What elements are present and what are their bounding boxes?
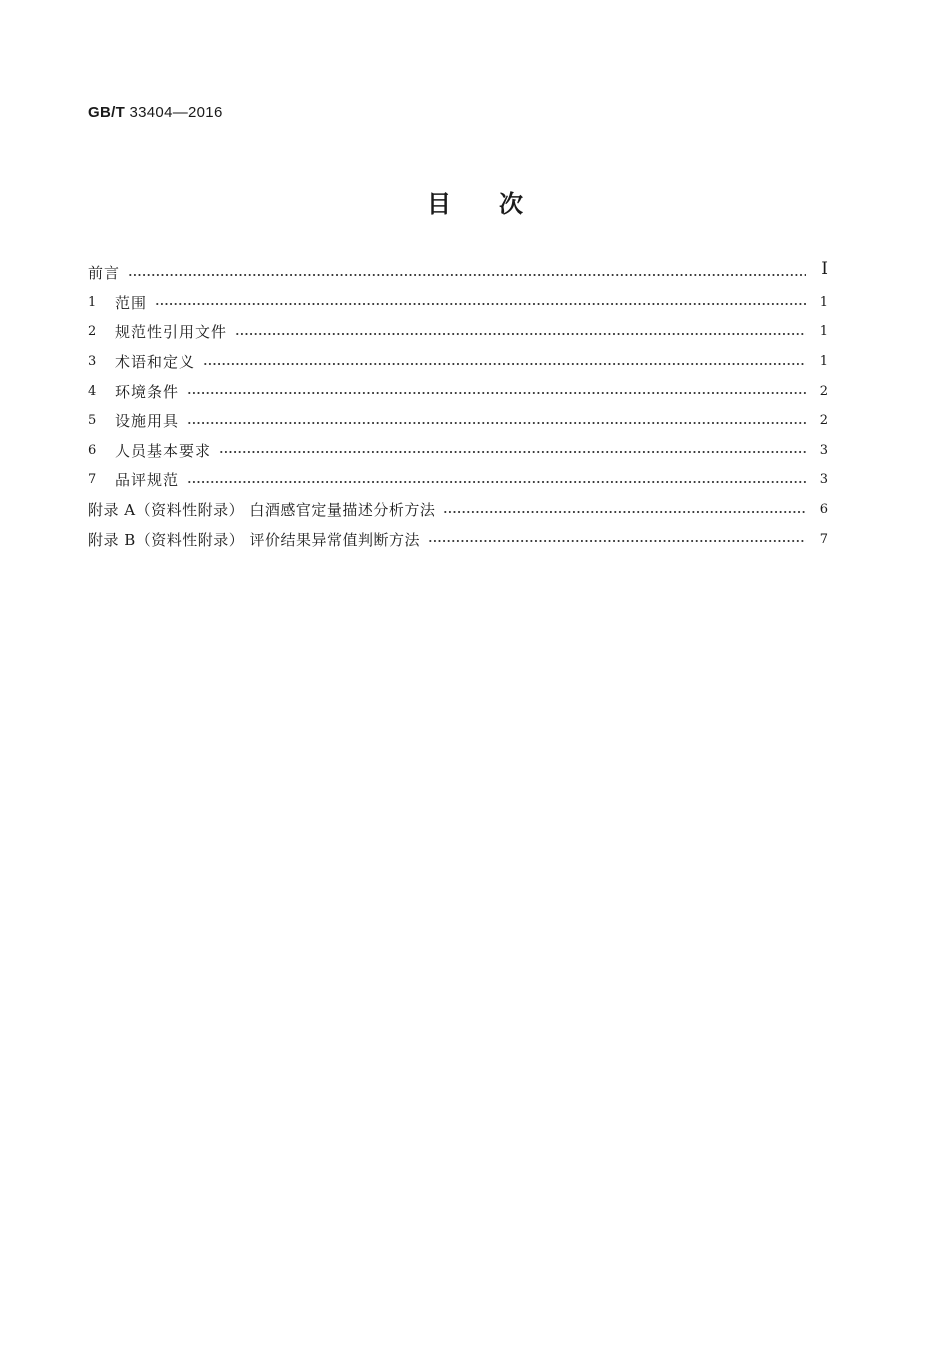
toc-entry-number: 7 — [88, 472, 97, 488]
toc-entry-label: 规范性引用文件 — [115, 323, 228, 342]
dot-leader — [187, 474, 806, 486]
page-title: 目次 — [427, 190, 571, 218]
toc-entry-label: 设施用具 — [115, 412, 180, 431]
toc-entry-appendix-a[interactable] — [88, 495, 828, 525]
toc-entry-label: 环境条件 — [115, 382, 180, 401]
toc-entry-label: 人员基本要求 — [115, 441, 212, 460]
toc-entry-page: 1 — [819, 324, 828, 340]
standard-number: 33404—2016 — [129, 104, 223, 121]
standard-prefix: GB/T — [88, 104, 126, 121]
toc-entry-number: 4 — [88, 383, 97, 399]
toc-entry-page: 1 — [819, 354, 828, 370]
toc-entry-number: 1 — [88, 294, 97, 310]
toc-entry-label: 范围 — [115, 293, 148, 312]
dot-leader — [187, 385, 806, 397]
toc-entry-number: 2 — [88, 324, 97, 340]
dot-leader — [235, 326, 806, 338]
toc-entry-7[interactable] — [88, 465, 828, 495]
table-of-contents — [88, 258, 828, 554]
dot-leader — [219, 444, 806, 456]
toc-entry-number: 5 — [88, 413, 97, 429]
toc-entry-page: 3 — [819, 442, 828, 458]
dot-leader — [428, 533, 806, 545]
dot-leader — [203, 356, 806, 368]
toc-entry-6[interactable] — [88, 436, 828, 466]
toc-entry-number: 3 — [88, 354, 97, 370]
toc-entry-4[interactable] — [88, 376, 828, 406]
toc-entry-5[interactable] — [88, 406, 828, 436]
toc-entry-label: 品评规范 — [115, 471, 180, 490]
toc-entry-page: I — [821, 258, 828, 279]
dot-leader — [155, 296, 806, 308]
toc-entry-page: 6 — [819, 502, 828, 518]
standard-code — [88, 104, 223, 121]
toc-entry-number: 6 — [88, 442, 97, 458]
dot-leader — [443, 504, 806, 516]
toc-entry-page: 3 — [819, 472, 828, 488]
toc-entry-page: 2 — [819, 413, 828, 429]
dot-leader — [187, 415, 806, 427]
toc-entry-3[interactable] — [88, 347, 828, 377]
toc-entry-appendix-b[interactable] — [88, 524, 828, 554]
toc-entry-label: 附录 B（资料性附录） 评价结果异常值判断方法 — [88, 530, 421, 549]
dot-leader — [128, 267, 806, 279]
toc-entry-label: 前言 — [88, 264, 121, 283]
toc-entry-page: 2 — [819, 383, 828, 399]
toc-entry-page: 1 — [819, 294, 828, 310]
toc-entry-label: 术语和定义 — [115, 353, 196, 372]
toc-entry-page: 7 — [819, 531, 828, 547]
toc-entry-label: 附录 A（资料性附录） 白酒感官定量描述分析方法 — [88, 501, 436, 520]
toc-entry-2[interactable] — [88, 317, 828, 347]
toc-entry-1[interactable] — [88, 288, 828, 318]
toc-entry-foreword[interactable] — [88, 258, 828, 288]
